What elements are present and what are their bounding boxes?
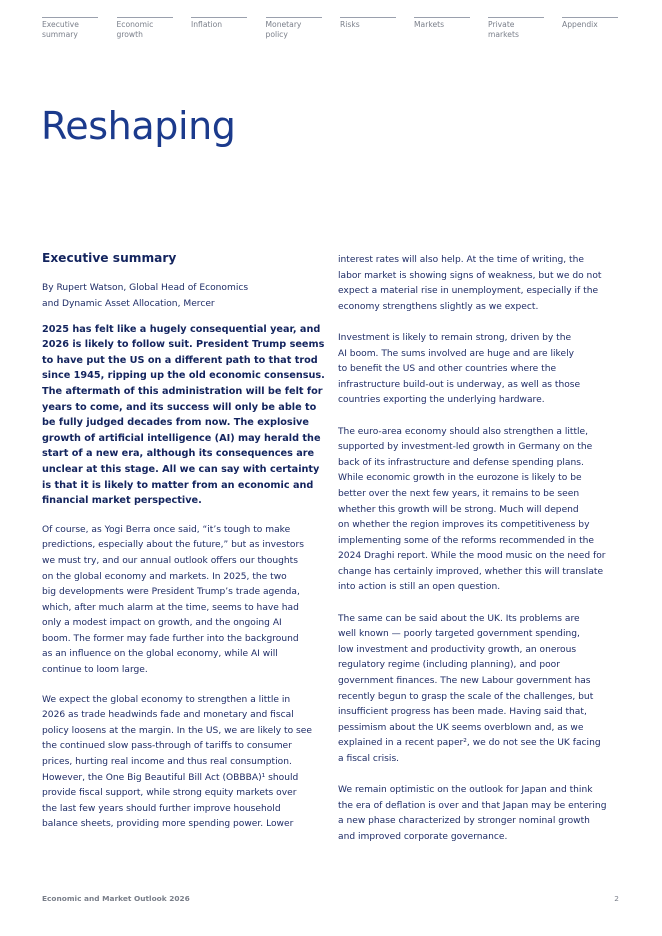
body-line: interest rates will also help. At the time of writing, the	[338, 255, 584, 265]
body-line: back of its infrastructure and defense spending plans.	[338, 457, 584, 468]
lead-line: is that it is likely to matter from an economic and	[42, 479, 314, 491]
body-paragraph	[338, 253, 618, 315]
body-line: economy strengthens slightly as we expect.	[338, 301, 539, 312]
body-line: the last few years should further improve household	[42, 803, 281, 814]
nav-label-line1: Private	[488, 20, 515, 29]
lead-line: to have put the US on a different path to that trod	[42, 354, 318, 366]
body-line: low investment and productivity growth, an onerous	[338, 644, 577, 655]
byline-line: By Rupert Watson, Global Head of Economics	[42, 283, 249, 293]
body-line: well known — poorly targeted government spending,	[338, 629, 580, 640]
nav-label-line1: Inflation	[191, 20, 223, 29]
body-line: 2026 as trade headwinds fade and monetary and fiscal	[42, 710, 294, 721]
nav-item-markets[interactable]	[414, 17, 470, 30]
body-line: on the global economy and markets. In 2025, the two	[42, 571, 287, 582]
body-line: better over the next few years, it remains to be seen	[338, 488, 580, 499]
page-number: 2	[614, 894, 619, 903]
body-line: government finances. The new Labour government has	[338, 676, 591, 687]
nav-item-executive-summary[interactable]	[42, 17, 98, 39]
body-line: The same can be said about the UK. Its problems are	[338, 613, 580, 624]
lead-line: growth of artificial intelligence (AI) may herald the	[42, 432, 321, 444]
body-line: prices, hurting real income and thus real consumption.	[42, 757, 292, 768]
body-line: the continued slow pass-through of tariffs to consumer	[42, 741, 292, 752]
body-line: Investment is likely to remain strong, driven by the	[338, 332, 572, 343]
nav-label-line2: summary	[42, 29, 78, 39]
body-line: We expect the global economy to strengthen a little in	[42, 694, 291, 705]
nav-label-line2: growth	[116, 29, 143, 39]
body-line: into action is still an open question.	[338, 582, 501, 593]
nav-item-inflation[interactable]	[191, 17, 247, 30]
body-line: change has certainly improved, whether this will translate	[338, 566, 604, 577]
nav-label-line1: Risks	[340, 20, 360, 29]
body-line: AI boom. The sums involved are huge and are likely	[338, 348, 575, 359]
body-paragraph	[338, 612, 618, 768]
body-paragraph	[338, 783, 618, 845]
hero-title: Reshaping	[41, 104, 236, 148]
body-line: provide fiscal support, while strong equity markets over	[42, 788, 297, 799]
body-line: recently begun to grasp the scale of the challenges, but	[338, 691, 594, 702]
byline	[42, 281, 322, 313]
body-line: pessimism about the UK seems overblown and, as we	[338, 722, 584, 733]
body-line: 2024 Draghi report. While the mood music on the need for	[338, 551, 606, 562]
body-line: predictions, especially about the future,” but as investors	[42, 540, 304, 551]
nav-item-private-markets[interactable]	[488, 17, 544, 39]
nav-label-line1: Monetary	[265, 20, 302, 29]
body-line: infrastructure build-out is underway, as well as those	[338, 379, 581, 390]
body-line: continue to loom large.	[42, 665, 148, 676]
section-nav	[42, 17, 618, 47]
body-line: regulatory regime (including planning), and poor	[338, 660, 560, 671]
lead-line: unclear at this stage. All we can say with certainty	[42, 463, 320, 475]
lead-line: 2026 is likely to follow suit. President Trump seems	[42, 339, 325, 351]
nav-label-line1: Economic	[116, 20, 154, 29]
body-line: only a modest impact on growth, and the ongoing AI	[42, 618, 282, 629]
body-line: a new phase characterized by stronger nominal growth	[338, 816, 590, 827]
body-line: and improved corporate governance.	[338, 831, 508, 842]
nav-item-economic-growth[interactable]	[117, 17, 173, 39]
body-line: While economic growth in the eurozone is likely to be	[338, 473, 582, 484]
body-line: the era of deflation is over and that Japan may be entering	[338, 800, 607, 811]
nav-item-appendix[interactable]	[562, 17, 618, 30]
lead-paragraph	[42, 322, 325, 509]
body-line: countries exporting the underlying hardware.	[338, 395, 545, 406]
body-line: whether this growth will be strong. Much will depend	[338, 504, 579, 515]
body-paragraph	[42, 693, 322, 833]
body-line: labor market is showing signs of weakness, but we do not	[338, 270, 602, 281]
nav-label-line2: policy	[265, 29, 288, 39]
lead-line: start of a new era, although its consequences are	[42, 448, 315, 460]
lead-line: 2025 has felt like a hugely consequential year, and	[42, 323, 321, 335]
body-line: as an influence on the global economy, while AI will	[42, 649, 278, 660]
left-column	[42, 250, 325, 847]
body-line: balance sheets, providing more spending power. Lower	[42, 819, 294, 830]
nav-label-line1: Markets	[414, 20, 445, 29]
body-line: we must try, and our annual outlook offers our thoughts	[42, 555, 298, 566]
body-line: a fiscal crisis.	[338, 754, 400, 764]
footer-publication-title: Economic and Market Outlook 2026	[42, 894, 190, 903]
lead-line: financial market perspective.	[42, 495, 202, 507]
body-line: boom. The former may fade further into the background	[42, 633, 299, 644]
body-line: which, after much alarm at the time, seems to have had	[42, 602, 299, 613]
body-line: However, the One Big Beautiful Bill Act (OBBBA)¹ should	[42, 772, 299, 783]
body-paragraph	[338, 425, 618, 597]
body-line: implementing some of the reforms recommended in the	[338, 535, 595, 546]
lead-line: since 1945, ripping up the old economic consensus.	[42, 370, 325, 382]
body-line: on whether the region improves its competitiveness by	[338, 520, 590, 531]
nav-label-line1: Appendix	[562, 20, 598, 29]
body-paragraph	[338, 331, 618, 409]
body-line: supported by investment-led growth in Germany on the	[338, 442, 593, 453]
nav-item-monetary-policy[interactable]	[266, 17, 322, 39]
lead-line: years to come, and its success will only be able to	[42, 401, 317, 413]
nav-item-risks[interactable]	[340, 17, 396, 30]
body-line: The euro-area economy should also strengthen a little,	[338, 426, 589, 437]
right-column	[338, 253, 618, 861]
body-paragraph	[42, 523, 322, 679]
body-line: Of course, as Yogi Berra once said, “it’s tough to make	[42, 524, 291, 535]
body-line: big developments were President Trump’s trade agenda,	[42, 587, 300, 598]
byline-line: and Dynamic Asset Allocation, Mercer	[42, 298, 215, 309]
body-line: We remain optimistic on the outlook for Japan and think	[338, 785, 593, 796]
section-title: Executive summary	[42, 251, 177, 265]
body-line: expect a material rise in unemployment, especially if the	[338, 286, 599, 297]
body-line: insufficient progress has been made. Having said that,	[338, 707, 587, 718]
body-line: explained in a recent paper², we do not see the UK facing	[338, 738, 601, 749]
lead-line: The aftermath of this administration will be felt for	[42, 385, 323, 397]
lead-line: be fully judged decades from now. The explosive	[42, 417, 309, 429]
body-line: policy loosens at the margin. In the US, we are likely to see	[42, 725, 312, 736]
nav-label-line2: markets	[488, 29, 519, 39]
body-line: to benefit the US and other countries where the	[338, 364, 557, 375]
nav-label-line1: Executive	[42, 20, 79, 29]
